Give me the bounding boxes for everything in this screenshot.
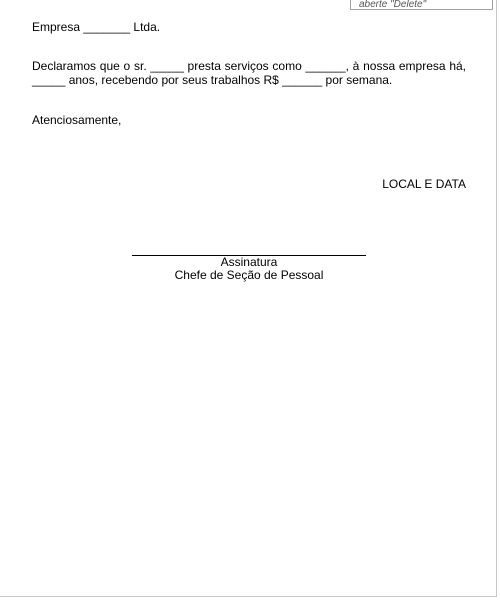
closing-regards: Atenciosamente, — [32, 113, 122, 127]
signature-label: Assinatura — [220, 255, 278, 269]
company-line: Empresa _______ Ltda. — [32, 20, 161, 34]
declaration-line-1: Declaramos que o sr. _____ presta serviços como ______, à nossa empresa há, — [32, 59, 466, 73]
declaration-line-2: _____ anos, recebendo por seus trabalhos R$ ______ por semana. — [32, 73, 393, 87]
declaration-paragraph — [32, 59, 466, 87]
tooltip-box — [350, 0, 493, 10]
tooltip-text: aberte "Delete" — [359, 0, 427, 10]
signature-title: Chefe de Seção de Pessoal — [174, 268, 324, 282]
local-and-date: LOCAL E DATA — [382, 177, 466, 191]
